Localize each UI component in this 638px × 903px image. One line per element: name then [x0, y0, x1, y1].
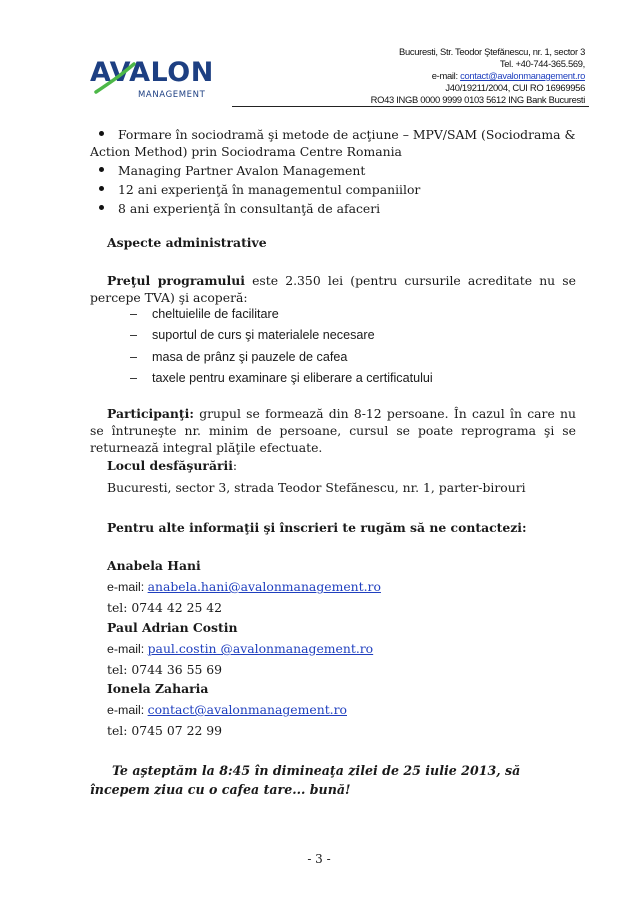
admin-section-title: Aspecte administrative — [107, 235, 267, 250]
company-email-line — [371, 70, 585, 82]
company-address: Bucuresti, Str. Teodor Ştefănescu, nr. 1, sector 3 — [399, 46, 585, 57]
email-prefix: e-mail: — [431, 70, 461, 81]
contact-phone: tel: 0744 42 25 42 — [107, 600, 223, 615]
list-item-continuation: Action Method) prin Sociodrama Centre Romania — [90, 144, 402, 159]
price-label: Preţul programului — [107, 273, 245, 288]
list-item: – suportul de curs şi materialele necesare — [130, 325, 433, 346]
list-item: – masa de prânz şi pauzele de cafea — [130, 347, 433, 368]
closing-message: Te aşteptăm la 8:45 în dimineaţa zilei de 25 iulie 2013, să începem ziua cu o cafea tare... bună! — [90, 763, 521, 797]
contact-email-link[interactable]: anabela.hani@avalonmanagement.ro — [147, 579, 381, 594]
list-item: – cheltuielile de facilitare — [130, 304, 433, 325]
list-item: – taxele pentru examinare şi eliberare a certificatului — [130, 368, 433, 389]
page-number: - 3 - — [307, 852, 331, 866]
list-item: Managing Partner Avalon Management — [90, 161, 576, 180]
price-text: este 2.350 lei (pentru cursurile acreditate nu se percepe TVA) şi acoperă: — [90, 273, 577, 305]
location-label-line: Locul desfăşurării: — [107, 458, 238, 473]
contact-name: Ionela Zaharia — [107, 681, 209, 696]
logo-wordmark: AVALON — [90, 57, 214, 88]
company-details — [371, 46, 585, 106]
price-paragraph — [90, 272, 576, 306]
logo-swoosh-icon — [94, 58, 136, 98]
list-item: 8 ani experienţă în consultanţă de afaceri — [90, 199, 576, 218]
location-address: Bucuresti, sector 3, strada Teodor Stefănescu, nr. 1, parter-birouri — [107, 480, 526, 495]
cost-coverage-list — [130, 304, 433, 389]
company-bank: RO43 INGB 0000 9999 0103 5612 ING Bank Bucuresti — [370, 94, 585, 105]
list-item: 12 ani experienţă în managementul companiilor — [90, 180, 576, 199]
avalon-logo — [90, 58, 222, 106]
contact-phone: tel: 0744 36 55 69 — [107, 662, 223, 677]
contact-intro: Pentru alte informaţii şi înscrieri te rugăm să ne contactezi: — [107, 520, 527, 535]
contact-email-line: e-mail: contact@avalonmanagement.ro — [107, 702, 347, 717]
participants-paragraph — [90, 405, 576, 456]
participants-text: grupul se formează din 8-12 persoane. În cazul în care nu se întruneşte nr. minim de persoane, cursul se poate reprograma şi se returnează integral plăţile efectuate. — [90, 406, 576, 455]
contact-email-line: e-mail: anabela.hani@avalonmanagement.ro — [107, 579, 381, 594]
contact-name: Paul Adrian Costin — [107, 620, 238, 635]
participants-label: Participanţi: — [107, 406, 194, 421]
contact-email-link[interactable]: contact@avalonmanagement.ro — [147, 702, 347, 717]
location-label: Locul desfăşurării — [107, 458, 233, 473]
company-registration: J40/19211/2004, CUI RO 16969956 — [445, 82, 585, 93]
company-phone: Tel. +40-744-365.569, — [499, 58, 585, 69]
contact-email-line: e-mail: paul.costin @avalonmanagement.ro — [107, 641, 374, 656]
company-email-link[interactable]: contact@avalonmanagement.ro — [460, 70, 585, 81]
list-item: Formare în sociodramă şi metode de acţiune – MPV/SAM (Sociodrama & — [90, 125, 576, 144]
contact-phone: tel: 0745 07 22 99 — [107, 723, 223, 738]
header-divider — [232, 106, 589, 107]
experience-list — [90, 125, 576, 218]
letterhead — [0, 0, 638, 110]
contact-email-link[interactable]: paul.costin @avalonmanagement.ro — [147, 641, 374, 656]
logo-subtitle: MANAGEMENT — [138, 90, 206, 100]
contact-name: Anabela Hani — [107, 558, 201, 573]
